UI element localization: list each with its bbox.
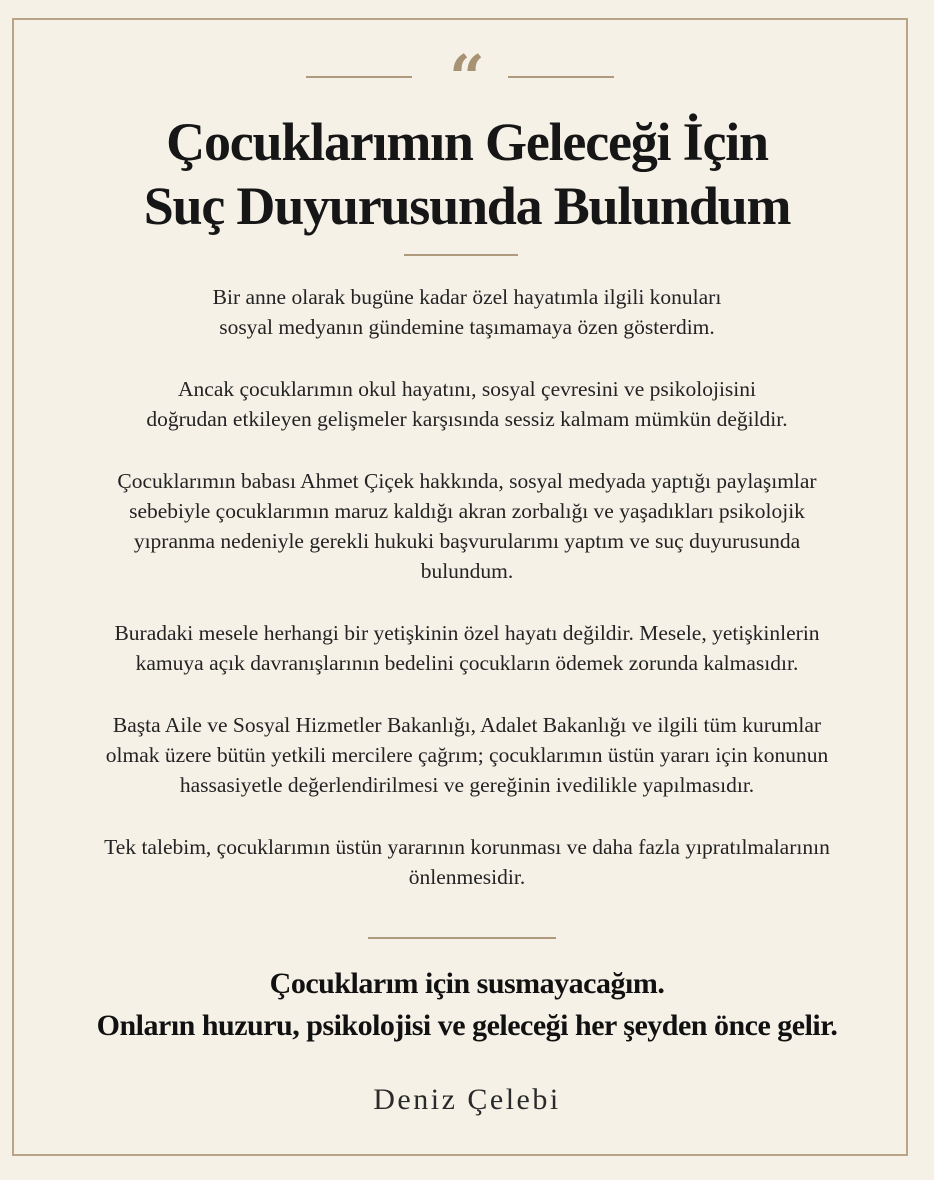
paragraph-line: sosyal medyanın gündemine taşımamaya özen gösterdim. [219, 315, 715, 339]
title-divider [404, 254, 518, 256]
paragraph-line: Çocuklarımın babası Ahmet Çiçek hakkında, sosyal medyada yaptığı paylaşımlar [117, 469, 817, 493]
paragraph-1 [30, 282, 904, 342]
paragraph-6 [30, 832, 904, 892]
quote-icon: “ [449, 41, 485, 114]
closing-divider [368, 937, 556, 939]
paragraph-line: kamuya açık davranışlarının bedelini çocukların ödemek zorunda kalmasıdır. [135, 651, 799, 675]
paragraph-5 [30, 710, 904, 800]
ornament-line-left [306, 76, 412, 78]
paragraph-line: Buradaki mesele herhangi bir yetişkinin özel hayatı değildir. Mesele, yetişkinlerin [114, 621, 820, 645]
paragraph-line: hassasiyetle değerlendirilmesi ve gereğinin ivedilikle yapılmasıdır. [179, 773, 755, 797]
paragraph-line: doğrudan etkileyen gelişmeler karşısında sessiz kalmam mümkün değildir. [146, 407, 788, 431]
paragraph-line: olmak üzere bütün yetkili mercilere çağrım; çocuklarımın üstün yararı için konunun [105, 743, 829, 767]
paragraph-line: bulundum. [420, 559, 514, 583]
paragraph-line: yıpranma nedeniyle gerekli hukuki başvurularımı yaptım ve suç duyurusunda [133, 529, 801, 553]
paragraph-line: Bir anne olarak bugüne kadar özel hayatımla ilgili konuları [212, 285, 722, 309]
paragraph-2 [30, 374, 904, 434]
signature-name: Deniz Çelebi [373, 1083, 561, 1116]
ornament-line-right [508, 76, 614, 78]
paragraph-4 [30, 618, 904, 678]
paragraph-line: Tek talebim, çocuklarımın üstün yararının korunması ve daha fazla yıpratılmalarının [104, 835, 830, 859]
title-line-2: Suç Duyurusunda Bulundum [143, 176, 791, 236]
header-ornament [0, 41, 934, 114]
paragraph-line: Ancak çocuklarımın okul hayatını, sosyal çevresini ve psikolojisini [178, 377, 756, 401]
paragraph-line: önlenmesidir. [408, 865, 526, 889]
paragraph-line: Başta Aile ve Sosyal Hizmetler Bakanlığı, Adalet Bakanlığı ve ilgili tüm kurumlar [112, 713, 822, 737]
title-line-1: Çocuklarımın Geleceği İçin [166, 112, 768, 172]
closing-statement [20, 963, 914, 1047]
closing-line-2: Onların huzuru, psikolojisi ve geleceği her şeyden önce gelir. [96, 1009, 838, 1042]
paragraph-3 [30, 466, 904, 586]
statement-title [40, 110, 894, 238]
closing-line-1: Çocuklarım için susmayacağım. [269, 967, 665, 1000]
paragraph-line: sebebiyle çocuklarımın maruz kaldığı akran zorbalığı ve yaşadıkları psikolojik [129, 499, 805, 523]
statement-body [30, 282, 904, 924]
